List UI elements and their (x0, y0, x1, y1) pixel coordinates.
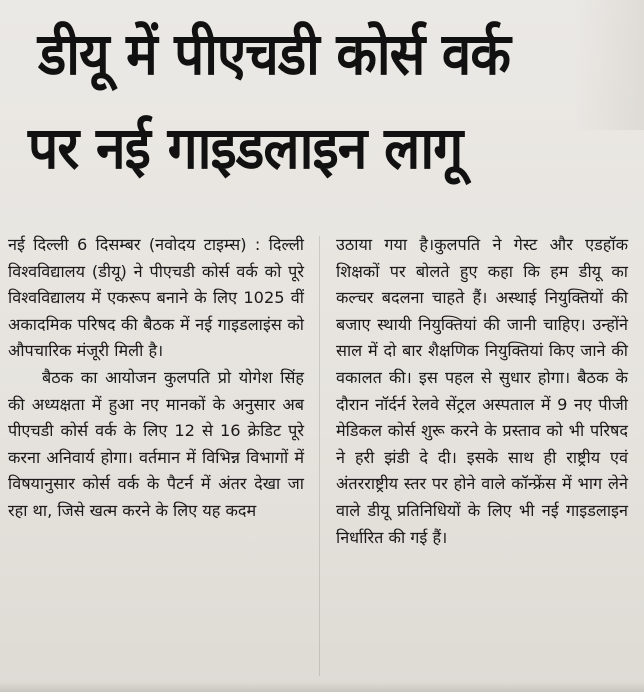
headline-line-1: डीयू में पीएचडी कोर्स वर्क (38, 20, 510, 88)
article-paragraph: नई दिल्ली 6 दिसम्बर (नवोदय टाइम्स) : दिल्ली विश्वविद्यालय (डीयू) ने पीएचडी कोर्स वर्क को पूरे विश्वविद्यालय में एकरूप बनाने के लिए 1025 वीं अकादमिक परिषद की बैठक में नई गाइडलाइंस को औपचारिक मंजूरी मिली है। (8, 235, 304, 361)
headline-line-2: पर नई गाइडलाइन लागू (28, 114, 463, 182)
article-column-left (8, 232, 304, 525)
article-column-right (336, 232, 628, 551)
column-divider (319, 236, 320, 676)
article-paragraph: उठाया गया है।कुलपति ने गेस्ट और एडहॉक शिक्षकों पर बोलते हुए कहा कि हम डीयू का कल्चर बदलना चाहते हैं। अस्थाई नियुक्तियों की बजाए स्थायी नियुक्तियां की जानी चाहिए। उन्होंने साल में दो बार शैक्षणिक नियुक्तियां किए जाने की वकालत की। इस पहल से सुधार होगा। बैठक के दौरान नॉर्दर्न रेलवे सेंट्रल अस्पताल में 9 नए पीजी मेडिकल कोर्स शुरू करने के प्रस्ताव को भी परिषद ने हरी झंडी दे दी। इसके साथ ही राष्ट्रीय एवं अंतरराष्ट्रीय स्तर पर होने वाले कॉन्फ्रेंस में भाग लेने वाले डीयू प्रतिनिधियों के लिए भी नई गाइडलाइन निर्धारित की गई हैं। (336, 235, 628, 547)
article-paragraph: बैठक का आयोजन कुलपति प्रो योगेश सिंह की अध्यक्षता में हुआ नए मानकों के अनुसार अब पीएचडी कोर्स वर्क के लिए 12 से 16 क्रेडिट पूरे करना अनिवार्य होगा। वर्तमान में विभिन्न विभागों में विषयानुसार कोर्स वर्क के पैटर्न में अंतर देखा जा रहा था, जिसे खत्म करने के लिए यह कदम (8, 367, 304, 520)
clipping-bottom-edge (0, 682, 644, 692)
adjacent-page-bleed (574, 0, 644, 130)
